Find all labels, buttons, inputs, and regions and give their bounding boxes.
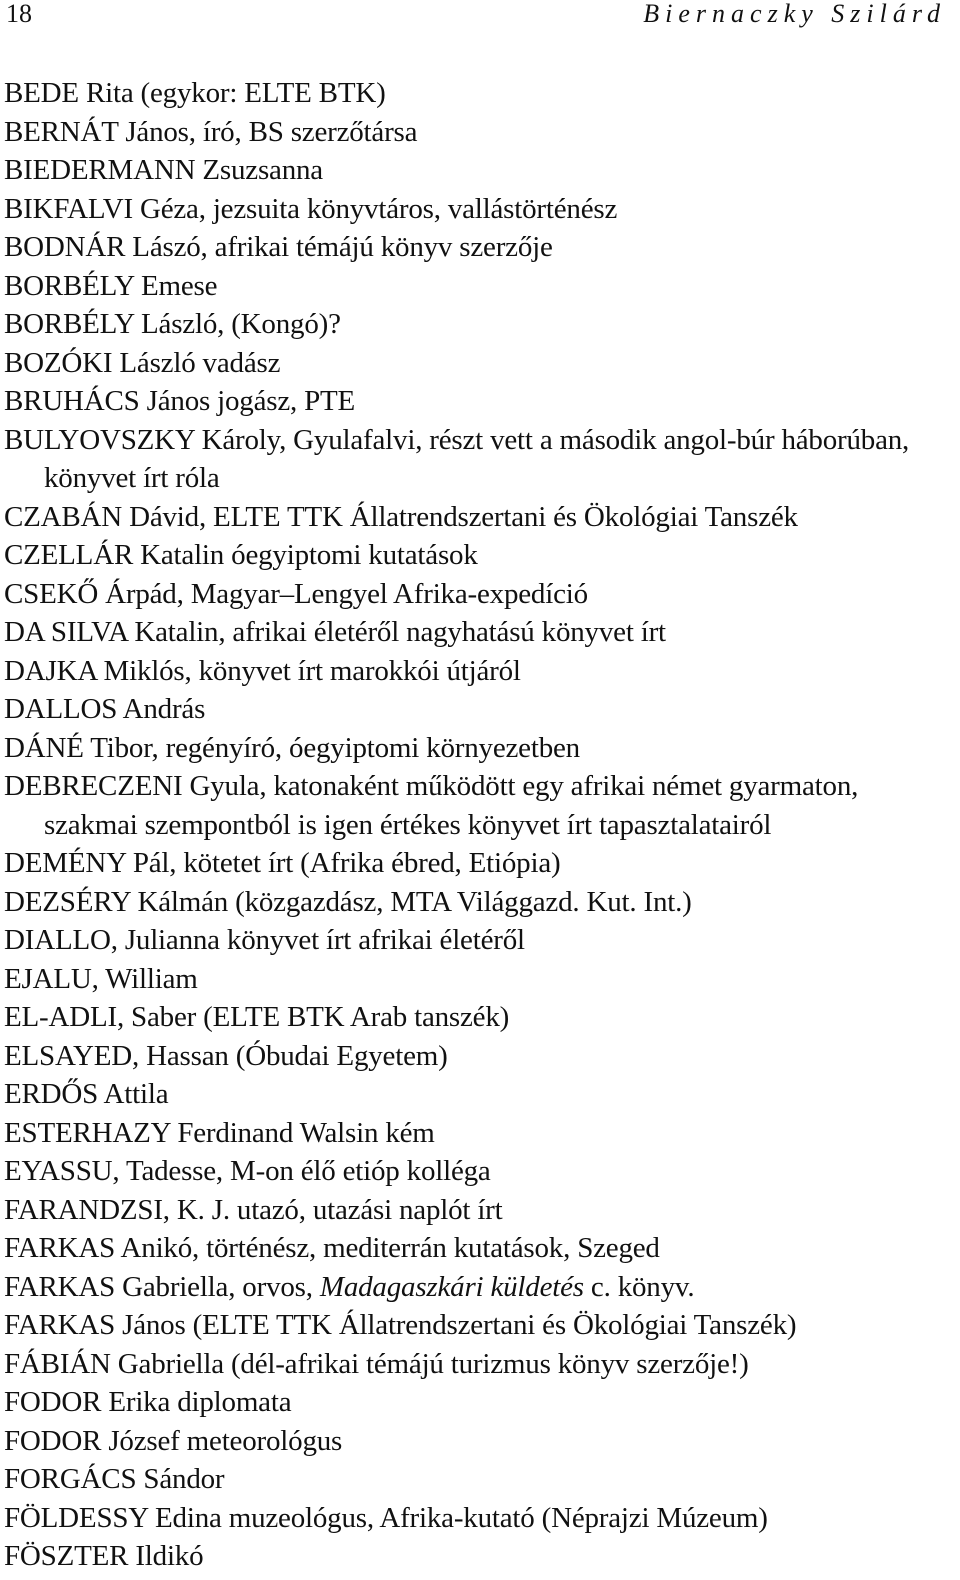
entry-text: DALLOS András <box>4 693 206 725</box>
entry-text: BIKFALVI Géza, jezsuita könyvtáros, vallástörténész <box>4 192 618 225</box>
list-item <box>4 960 954 999</box>
entry-text: FARKAS Anikó, történész, mediterrán kutatások, Szeged <box>4 1232 660 1264</box>
list-item <box>4 190 954 229</box>
list-item <box>4 151 954 190</box>
list-item <box>4 729 954 768</box>
page-header <box>0 0 960 40</box>
entry-text-after: c. könyv. <box>583 1270 695 1303</box>
entry-text: BULYOVSZKY Károly, Gyulafalvi, részt vett a második angol-búr háborúban, könyvet írt róla <box>4 423 910 494</box>
list-item <box>4 1037 954 1076</box>
entry-text: FÖSZTER Ildikó <box>4 1540 204 1572</box>
list-item <box>4 1306 954 1345</box>
entry-text: FÖLDESSY Edina muzeológus, Afrika-kutató (Néprajzi Múzeum) <box>4 1501 768 1534</box>
list-item <box>4 575 954 614</box>
list-item <box>4 613 954 652</box>
entry-text: ERDŐS Attila <box>4 1078 169 1110</box>
entry-text: FARKAS Gabriella, orvos, <box>4 1270 320 1303</box>
list-item <box>4 1075 954 1114</box>
list-item <box>4 921 954 960</box>
entry-text: EL-ADLI, Saber (ELTE BTK Arab tanszék) <box>4 1001 510 1033</box>
list-item <box>4 267 954 306</box>
list-item <box>4 1345 954 1384</box>
entry-text: FARKAS János (ELTE TTK Állatrendszertani és Ökológiai Tanszék) <box>4 1309 797 1341</box>
entry-text: DEBRECZENI Gyula, katonaként működött egy afrikai német gyarmaton, szakmai szempontból is igen értékes könyvet írt tapasztalatairól <box>4 770 859 841</box>
list-item <box>4 1537 954 1576</box>
list-item <box>4 1268 954 1307</box>
list-item <box>4 767 954 844</box>
entry-text: BEDE Rita (egykor: ELTE BTK) <box>4 77 386 109</box>
entry-text: CZELLÁR Katalin óegyiptomi kutatások <box>4 539 478 571</box>
entry-text: BOZÓKI László vadász <box>4 346 281 379</box>
entry-text: EJALU, William <box>4 962 198 995</box>
list-item <box>4 228 954 267</box>
list-item <box>4 344 954 383</box>
list-item <box>4 690 954 729</box>
list-item <box>4 1152 954 1191</box>
entry-text: EYASSU, Tadesse, M-on élő etióp kolléga <box>4 1155 491 1187</box>
entry-text: DEMÉNY Pál, kötetet írt (Afrika ébred, Etiópia) <box>4 847 561 879</box>
page-number: 18 <box>6 0 32 28</box>
entry-title-italic: Madagaszkári küldetés <box>319 1270 584 1303</box>
entry-text: BERNÁT János, író, BS szerzőtársa <box>4 115 418 148</box>
list-item <box>4 382 954 421</box>
entry-text: FARANDZSI, K. J. utazó, utazási naplót írt <box>4 1193 503 1226</box>
list-item <box>4 74 954 113</box>
entry-text: DIALLO, Julianna könyvet írt afrikai életéről <box>4 924 525 956</box>
entry-text: BODNÁR Lászó, afrikai témájú könyv szerzője <box>4 231 553 263</box>
entry-text: CZABÁN Dávid, ELTE TTK Állatrendszertani és Ökológiai Tanszék <box>4 500 798 533</box>
name-list <box>4 74 954 1576</box>
entry-text: BORBÉLY László, (Kongó)? <box>4 308 341 340</box>
entry-text: BORBÉLY Emese <box>4 269 218 302</box>
list-item <box>4 844 954 883</box>
list-item <box>4 883 954 922</box>
entry-text: DÁNÉ Tibor, regényíró, óegyiptomi környezetben <box>4 731 580 764</box>
list-item <box>4 1383 954 1422</box>
list-item <box>4 998 954 1037</box>
list-item <box>4 421 954 498</box>
running-head: Biernaczky Szilárd <box>643 0 946 28</box>
list-item <box>4 1460 954 1499</box>
list-item <box>4 1191 954 1230</box>
list-item <box>4 113 954 152</box>
entry-text: DA SILVA Katalin, afrikai életéről nagyhatású könyvet írt <box>4 616 666 648</box>
list-item <box>4 498 954 537</box>
entry-text: FODOR Erika diplomata <box>4 1386 292 1418</box>
entry-text: DEZSÉRY Kálmán (közgazdász, MTA Világgazd. Kut. Int.) <box>4 885 692 918</box>
list-item <box>4 1422 954 1461</box>
entry-text: DAJKA Miklós, könyvet írt marokkói útjáról <box>4 654 521 687</box>
entry-text: FORGÁCS Sándor <box>4 1463 225 1495</box>
entry-text: CSEKŐ Árpád, Magyar–Lengyel Afrika-expedíció <box>4 577 588 610</box>
list-item <box>4 536 954 575</box>
entry-text: FODOR József meteorológus <box>4 1424 343 1457</box>
entry-text: FÁBIÁN Gabriella (dél-afrikai témájú turizmus könyv szerzője!) <box>4 1347 749 1380</box>
list-item <box>4 1114 954 1153</box>
entry-text: BRUHÁCS János jogász, PTE <box>4 385 356 417</box>
list-item <box>4 305 954 344</box>
list-item <box>4 1499 954 1538</box>
entry-text: ELSAYED, Hassan (Óbudai Egyetem) <box>4 1039 448 1072</box>
list-item <box>4 1229 954 1268</box>
list-item <box>4 652 954 691</box>
entry-text: ESTERHAZY Ferdinand Walsin kém <box>4 1116 435 1149</box>
entry-text: BIEDERMANN Zsuzsanna <box>4 154 323 186</box>
